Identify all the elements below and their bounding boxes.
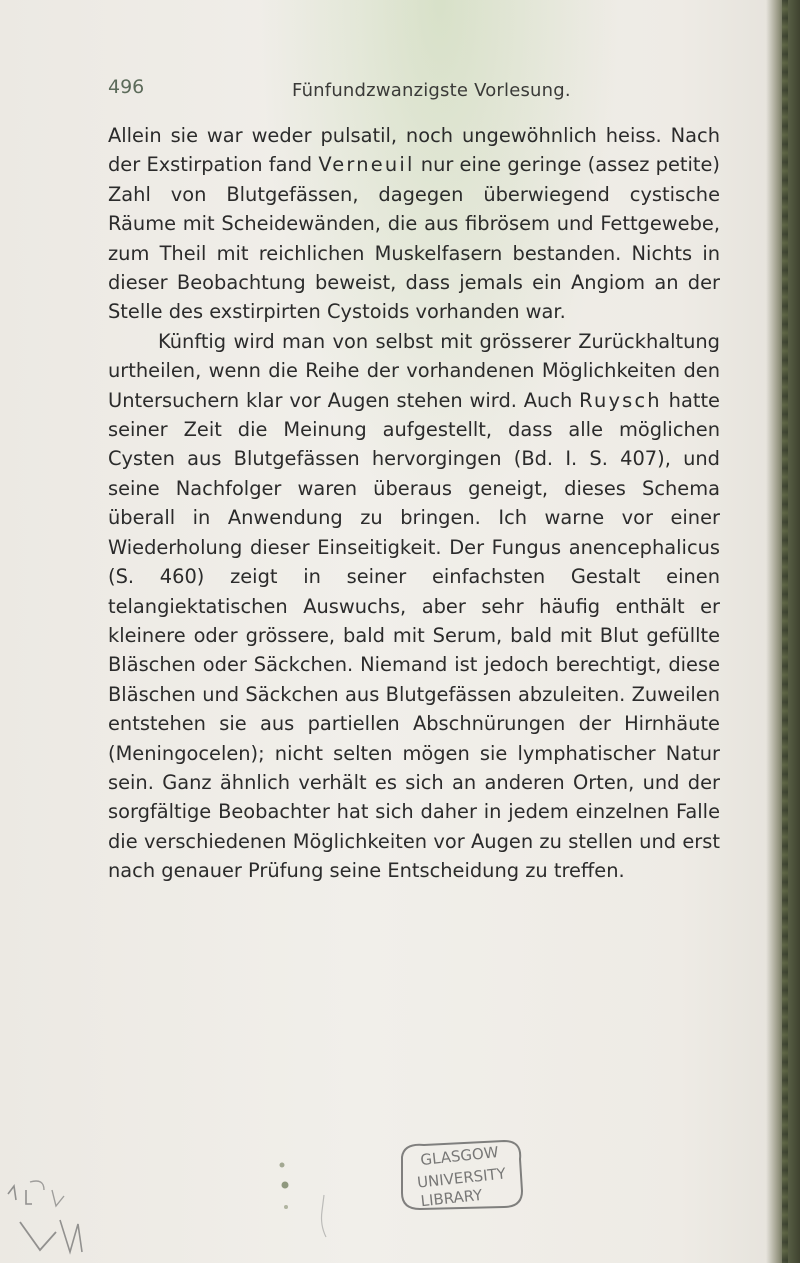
- stamp-line-1: GLASGOW: [419, 1142, 500, 1170]
- page-specks: [276, 1155, 336, 1245]
- binding-texture: [782, 0, 788, 1263]
- author-name-ruysch: Ruysch: [579, 388, 662, 412]
- library-stamp: [394, 1135, 530, 1215]
- page-binding-edge: [766, 0, 800, 1263]
- author-name-verneuil: Verneuil: [318, 153, 415, 177]
- paragraph-1-text-a: Allein sie war weder pulsatil, noch ungewöhnlich heiss. Nach der Exstirpation fand: [108, 124, 720, 177]
- paragraph-2: [108, 327, 720, 886]
- stamp-line-2: UNIVERSITY: [416, 1164, 507, 1192]
- body-text: [108, 121, 720, 886]
- paragraph-2-text-b: hatte seiner Zeit die Meinung aufgestellt, dass alle möglichen Cysten aus Blutgefässen hervorgingen (Bd. I. S. 407), und seine Nachfolger waren überaus geneigt, dieses Schema überall in Anwendung zu bringen. Ich warne vor einer Wiederholung dieser Einseitigkeit. Der Fungus anencephalicus (S. 460) zeigt in seiner einfachsten Gestalt einen telangiektatischen Auswuchs, aber sehr häufig enthält er kleinere oder grössere, bald mit Serum, bald mit Blut gefüllte Bläschen oder Säckchen. Niemand ist jedoch berechtigt, diese Bläschen und Säckchen aus Blutgefässen abzuleiten. Zuweilen entstehen sie aus partiellen Abschnürungen der Hirnhäute (Meningocelen); nicht selten mögen sie lymphatischer Natur sein. Ganz ähnlich verhält es sich an anderen Orten, und der sorgfältige Beobachter hat sich daher in jedem einzelnen Falle die verschiedenen Möglichkeiten vor Augen zu stellen und erst nach genauer Prüfung seine Entscheidung zu treffen.: [108, 388, 720, 883]
- page-header: [108, 76, 728, 106]
- stamp-line-3: LIBRARY: [419, 1185, 484, 1211]
- paragraph-1: [108, 121, 720, 327]
- pencil-corner-marks: [0, 1160, 120, 1263]
- paragraph-1-text-b: nur eine geringe (assez petite) Zahl von Blutgefässen, dagegen überwiegend cystische Räume mit Scheidewänden, die aus fibrösem und Fettgewebe, zum Theil mit reichlichen Muskelfasern bestanden. Nichts in dieser Beobachtung beweist, dass jemals ein Angiom an der Stelle des exstirpirten Cystoids vorhanden war.: [108, 153, 720, 324]
- page-number: 496: [108, 76, 145, 98]
- running-head: Fünfundzwanzigste Vorlesung.: [292, 80, 571, 101]
- paragraph-2-text-a: Künftig wird man von selbst mit grösserer Zurückhaltung urtheilen, wenn die Reihe der vorhandenen Möglichkeiten den Untersuchern klar vor Augen stehen wird. Auch: [108, 329, 720, 412]
